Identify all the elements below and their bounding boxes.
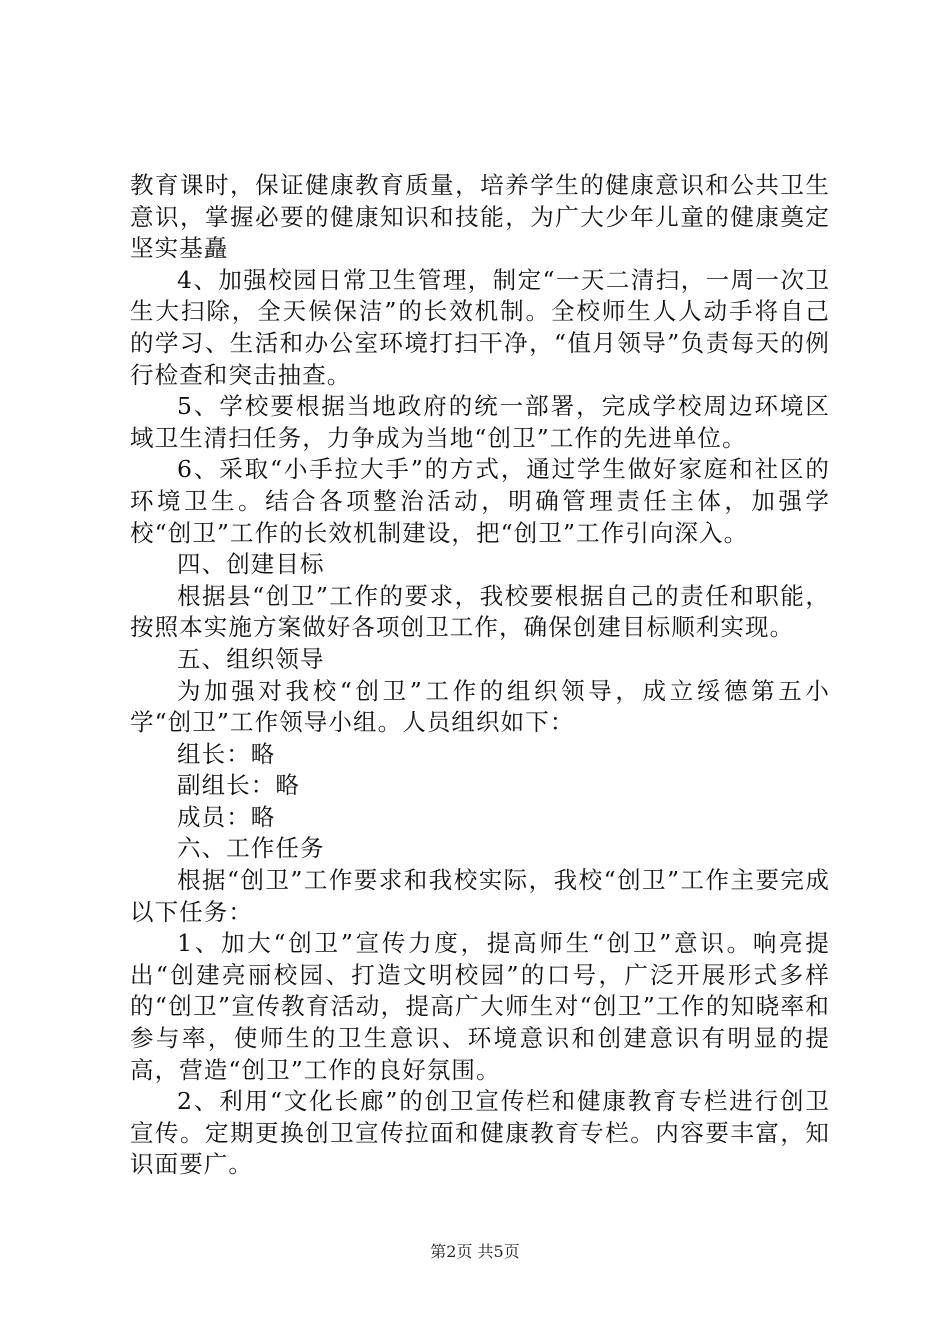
section-heading-tasks: 六、工作任务 bbox=[177, 834, 325, 863]
paragraph-task-1-publicity: 1、加大“创卫”宣传力度，提高师生“创卫”意识。响亮提出“创建亮丽校园、打造文明校园”的口号，广泛开展形式多样的“创卫”宣传教育活动，提高广大师生对“创卫”工作的知晓率和参与率，使师生的卫生意识、环境意识和创建意识有明显的提高，营造“创卫”工作的良好氛围。 bbox=[130, 929, 830, 1084]
section-heading-goals: 四、创建目标 bbox=[177, 550, 325, 579]
members-line: 成员：略 bbox=[177, 802, 276, 831]
leader-line: 组长：略 bbox=[177, 739, 276, 768]
page-footer: 第2页 共5页 bbox=[430, 1242, 520, 1261]
paragraph-item-6-small-hands: 6、采取“小手拉大手”的方式，通过学生做好家庭和社区的环境卫生。结合各项整治活动，明确管理责任主体，加强学校“创卫”工作的长效机制建设，把“创卫”工作引向深入。 bbox=[130, 455, 830, 547]
paragraph-goals: 根据县“创卫”工作的要求，我校要根据自己的责任和职能，按照本实施方案做好各项创卫工作，确保创建目标顺利实现。 bbox=[130, 581, 830, 642]
deputy-leader-line: 副组长：略 bbox=[177, 771, 300, 800]
document-body bbox=[130, 170, 830, 1181]
section-heading-leadership: 五、组织领导 bbox=[177, 644, 325, 673]
paragraph-item-4-daily-hygiene: 4、加强校园日常卫生管理，制定“一天二清扫，一周一次卫生大扫除，全天候保洁”的长效机制。全校师生人人动手将自己的学习、生活和办公室环境打扫干净，“值月领导”负责每天的例行检查和突击抽查。 bbox=[130, 265, 830, 389]
paragraph-task-2-culture-corridor: 2、利用“文化长廊”的创卫宣传栏和健康教育专栏进行创卫宣传。定期更换创卫宣传拉面和健康教育专栏。内容要丰富，知识面要广。 bbox=[130, 1087, 830, 1179]
paragraph-health-education-hours: 教育课时，保证健康教育质量，培养学生的健康意识和公共卫生意识，掌握必要的健康知识和技能，为广大少年儿童的健康奠定坚实基矗 bbox=[130, 171, 830, 263]
paragraph-item-5-surrounding-area: 5、学校要根据当地政府的统一部署，完成学校周边环境区域卫生清扫任务，力争成为当地“创卫”工作的先进单位。 bbox=[130, 392, 830, 452]
paragraph-tasks-intro: 根据“创卫”工作要求和我校实际，我校“创卫”工作主要完成以下任务： bbox=[130, 866, 830, 926]
paragraph-leadership: 为加强对我校“创卫”工作的组织领导，成立绥德第五小学“创卫”工作领导小组。人员组织如下： bbox=[130, 676, 830, 737]
